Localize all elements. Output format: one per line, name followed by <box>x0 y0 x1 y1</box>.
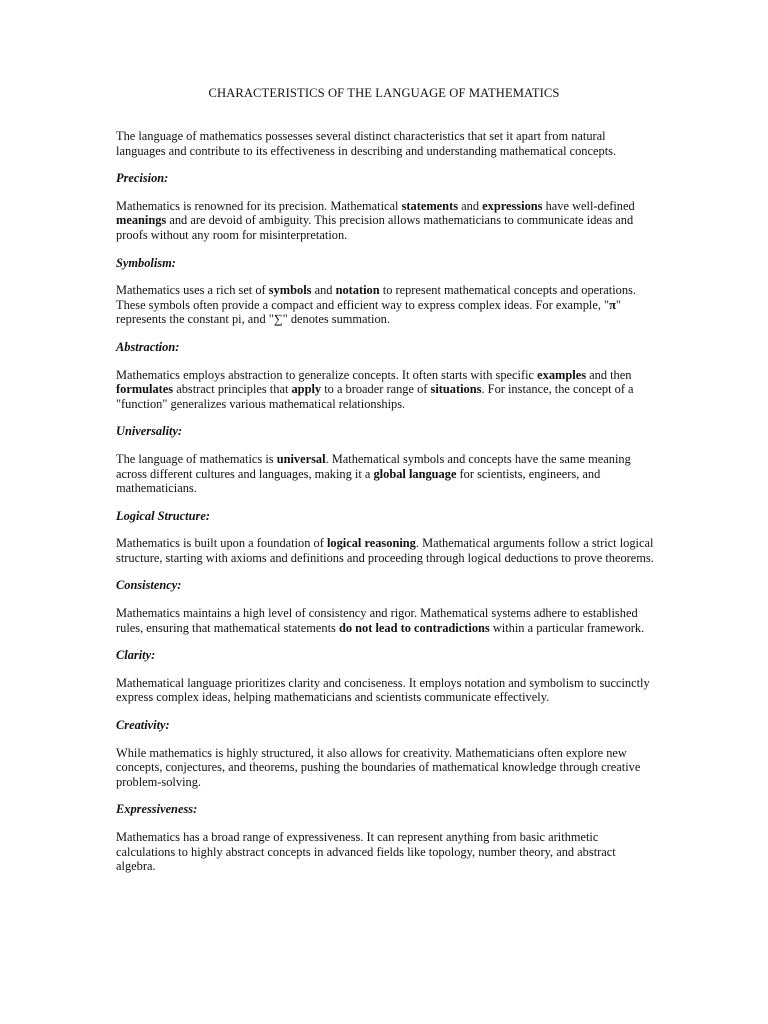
text-run: to a broader range of <box>321 382 431 397</box>
text-run: have well-defined <box>542 198 635 213</box>
bold-term: universal <box>276 451 326 466</box>
text-run: abstract principles that <box>173 382 292 397</box>
document-title: CHARACTERISTICS OF THE LANGUAGE OF MATHEMATICS <box>208 86 560 100</box>
text-run: and <box>311 283 336 298</box>
text-run: Mathematics uses a rich set of <box>116 283 269 298</box>
document-body <box>116 129 656 887</box>
section-paragraph <box>116 676 656 705</box>
bold-term: examples <box>537 367 587 382</box>
section-paragraph <box>116 746 656 790</box>
section-heading: Creativity: <box>116 718 170 733</box>
section-paragraph <box>116 536 656 565</box>
section-heading: Abstraction: <box>116 339 180 354</box>
text-run: . Mathematical symbols and concepts have the same meaning across different cultures and languages, making it a <box>116 451 631 481</box>
text-run: Mathematics has a broad range of expressiveness. It can represent anything from basic arithmetic calculations to highly abstract concepts in advanced fields like topology, number theory, and abstract algebra. <box>116 830 616 874</box>
bold-term: global language <box>373 466 457 481</box>
section-5 <box>116 509 656 566</box>
bold-term: logical reasoning <box>326 536 416 551</box>
bold-term: statements <box>401 198 459 213</box>
section-4 <box>116 424 656 495</box>
bold-term: notation <box>335 283 380 298</box>
bold-term: expressions <box>482 198 543 213</box>
text-run: and <box>458 198 483 213</box>
section-heading: Consistency: <box>116 578 182 593</box>
section-7 <box>116 648 656 705</box>
text-run: within a particular framework. <box>489 620 645 635</box>
text-run: Mathematics is renowned for its precision. Mathematical <box>116 198 402 213</box>
section-paragraph <box>116 452 656 496</box>
section-heading: Precision: <box>116 171 169 186</box>
section-paragraph <box>116 283 656 327</box>
text-run: and then <box>586 367 632 382</box>
text-run: to represent mathematical concepts and operations. These symbols often provide a compact and efficient way to express complex ideas. For example, " <box>116 283 636 312</box>
section-heading: Universality: <box>116 424 183 439</box>
text-run: Mathematics maintains a high level of consistency and rigor. Mathematical systems adhere to established rules, ensuring that mathematical statements <box>116 606 638 635</box>
text-run: While mathematics is highly structured, it also allows for creativity. Mathematicians often explore new concepts, conjectures, and theorems, pushing the boundaries of mathematical knowledge through creative problem-solving. <box>116 745 641 789</box>
text-run: . For instance, the concept of a "function" generalizes various mathematical relationships. <box>116 382 634 411</box>
section-2 <box>116 256 656 327</box>
section-paragraph <box>116 606 656 635</box>
section-9 <box>116 802 656 873</box>
text-run: Mathematical language prioritizes clarity and conciseness. It employs notation and symbolism to succinctly express complex ideas, helping mathematicians and scientists communicate effectively. <box>116 675 650 705</box>
section-3 <box>116 340 656 411</box>
section-paragraph <box>116 830 656 874</box>
text-run: Mathematics is built upon a foundation of <box>116 536 327 551</box>
bold-term: π <box>609 297 616 312</box>
section-heading: Expressiveness: <box>116 802 198 817</box>
text-run: for scientists, engineers, and mathematicians. <box>116 466 601 496</box>
bold-term: situations <box>430 382 482 397</box>
intro-paragraph: The language of mathematics possesses several distinct characteristics that set it apart from natural languages and contribute to its effectiveness in describing and understanding mathematical concepts. <box>116 129 617 158</box>
sections-container <box>116 171 656 874</box>
section-heading: Logical Structure: <box>116 508 210 523</box>
bold-term: formulates <box>116 382 174 397</box>
section-heading: Clarity: <box>116 648 156 663</box>
text-run: " represents the constant pi, and "∑" denotes summation. <box>116 297 621 327</box>
section-1 <box>116 171 656 242</box>
text-run: and are devoid of ambiguity. This precision allows mathematicians to communicate ideas and proofs without any room for misinterpretation. <box>116 213 634 242</box>
section-8 <box>116 718 656 789</box>
bold-term: apply <box>291 382 322 397</box>
bold-term: do not lead to contradictions <box>338 620 490 635</box>
section-paragraph <box>116 199 656 243</box>
bold-term: symbols <box>268 283 312 298</box>
text-run: The language of mathematics is <box>116 451 277 466</box>
text-run: . Mathematical arguments follow a strict logical structure, starting with axioms and definitions and proceeding through logical deductions to prove theorems. <box>116 536 654 565</box>
text-run: Mathematics employs abstraction to generalize concepts. It often starts with specific <box>116 367 538 382</box>
section-6 <box>116 578 656 635</box>
bold-term: meanings <box>116 213 167 228</box>
section-paragraph <box>116 368 656 412</box>
section-heading: Symbolism: <box>116 255 176 270</box>
